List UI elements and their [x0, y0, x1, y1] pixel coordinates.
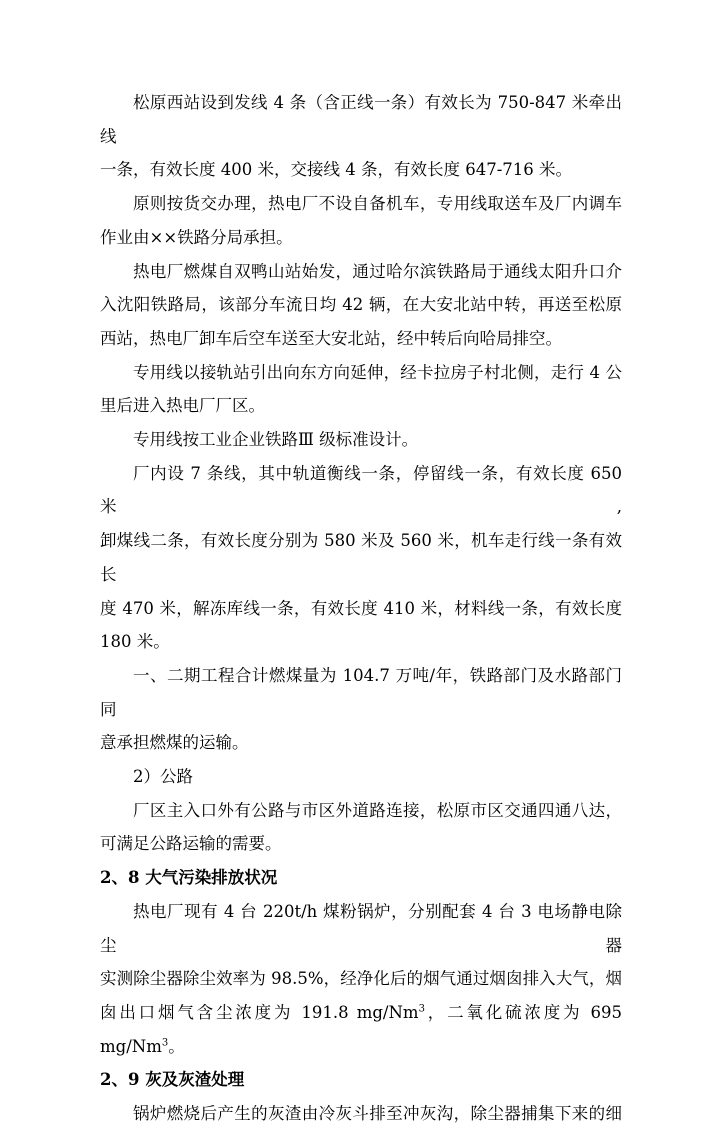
- para-line: 西站，热电厂卸车后空车送至大安北站，经中转后向哈局排空。: [100, 328, 562, 348]
- para-line: 作业由××铁路分局承担。: [100, 227, 293, 247]
- text-run: 。: [168, 1036, 185, 1056]
- para-line: 松原西站设到发线 4 条（含正线一条）有效长为 750-847 米牵出线: [100, 93, 622, 146]
- section-heading: 2、8 大气污染排放状况: [100, 868, 278, 888]
- para-line: 厂区主入口外有公路与市区外道路连接，松原市区交通四通八达，: [133, 800, 622, 820]
- para-line: 专用线以接轨站引出向东方向延伸，经卡拉房子村北侧，走行 4 公: [133, 362, 622, 382]
- para-line: 锅炉燃烧后产生的灰渣由冷灰斗排至冲灰沟，除尘器捕集下来的细: [133, 1104, 622, 1124]
- superscript: 3: [418, 1003, 425, 1015]
- para-line: 热电厂现有 4 台 220t/h 煤粉锅炉，分别配套 4 台 3 电场静电除尘器: [100, 901, 622, 955]
- para-line: 厂内设 7 条线，其中轨道衡线一条，停留线一条，有效长度 650 米,: [100, 463, 622, 517]
- text-run: 囱出口烟气含尘浓度为 191.8 mg/Nm: [100, 1002, 419, 1022]
- para-line: 专用线按工业企业铁路Ⅲ 级标准设计。: [133, 430, 419, 450]
- para-line: 卸煤线二条，有效长度分别为 580 米及 560 米，机车走行线一条有效长: [100, 531, 622, 584]
- para-line: 180 米。: [100, 632, 170, 652]
- para-line: 意承担燃煤的运输。: [100, 733, 249, 753]
- para-line: 一条，有效长度 400 米，交接线 4 条，有效长度 647-716 米。: [100, 160, 573, 180]
- document-body: [100, 86, 622, 1131]
- section-heading: 2、9 灰及灰渣处理: [100, 1070, 245, 1090]
- superscript: 3: [161, 1037, 169, 1049]
- para-line: 实测除尘器除尘效率为 98.5%，经净化后的烟气通过烟囱排入大气，烟: [100, 969, 622, 989]
- para-line: 入沈阳铁路局，该部分车流日均 42 辆，在大安北站中转，再送至松原: [100, 295, 622, 315]
- para-line: 一、二期工程合计燃煤量为 104.7 万吨/年，铁路部门及水路部门同: [100, 665, 622, 719]
- para-line: 可满足公路运输的需要。: [100, 834, 282, 854]
- subsection-title: 2）公路: [133, 767, 193, 787]
- para-line: 度 470 米，解冻库线一条，有效长度 410 米，材料线一条，有效长度: [100, 598, 622, 618]
- para-line: 原则按货交办理，热电厂不设自备机车，专用线取送车及厂内调车: [133, 194, 622, 214]
- text-run: ，二氧化硫浓度为 695 mg/Nm: [100, 1002, 622, 1056]
- para-line: 热电厂燃煤自双鸭山站始发，通过哈尔滨铁路局于通线太阳升口介: [133, 261, 622, 281]
- para-line: 里后进入热电厂厂区。: [100, 396, 265, 416]
- para-line: [100, 996, 622, 1063]
